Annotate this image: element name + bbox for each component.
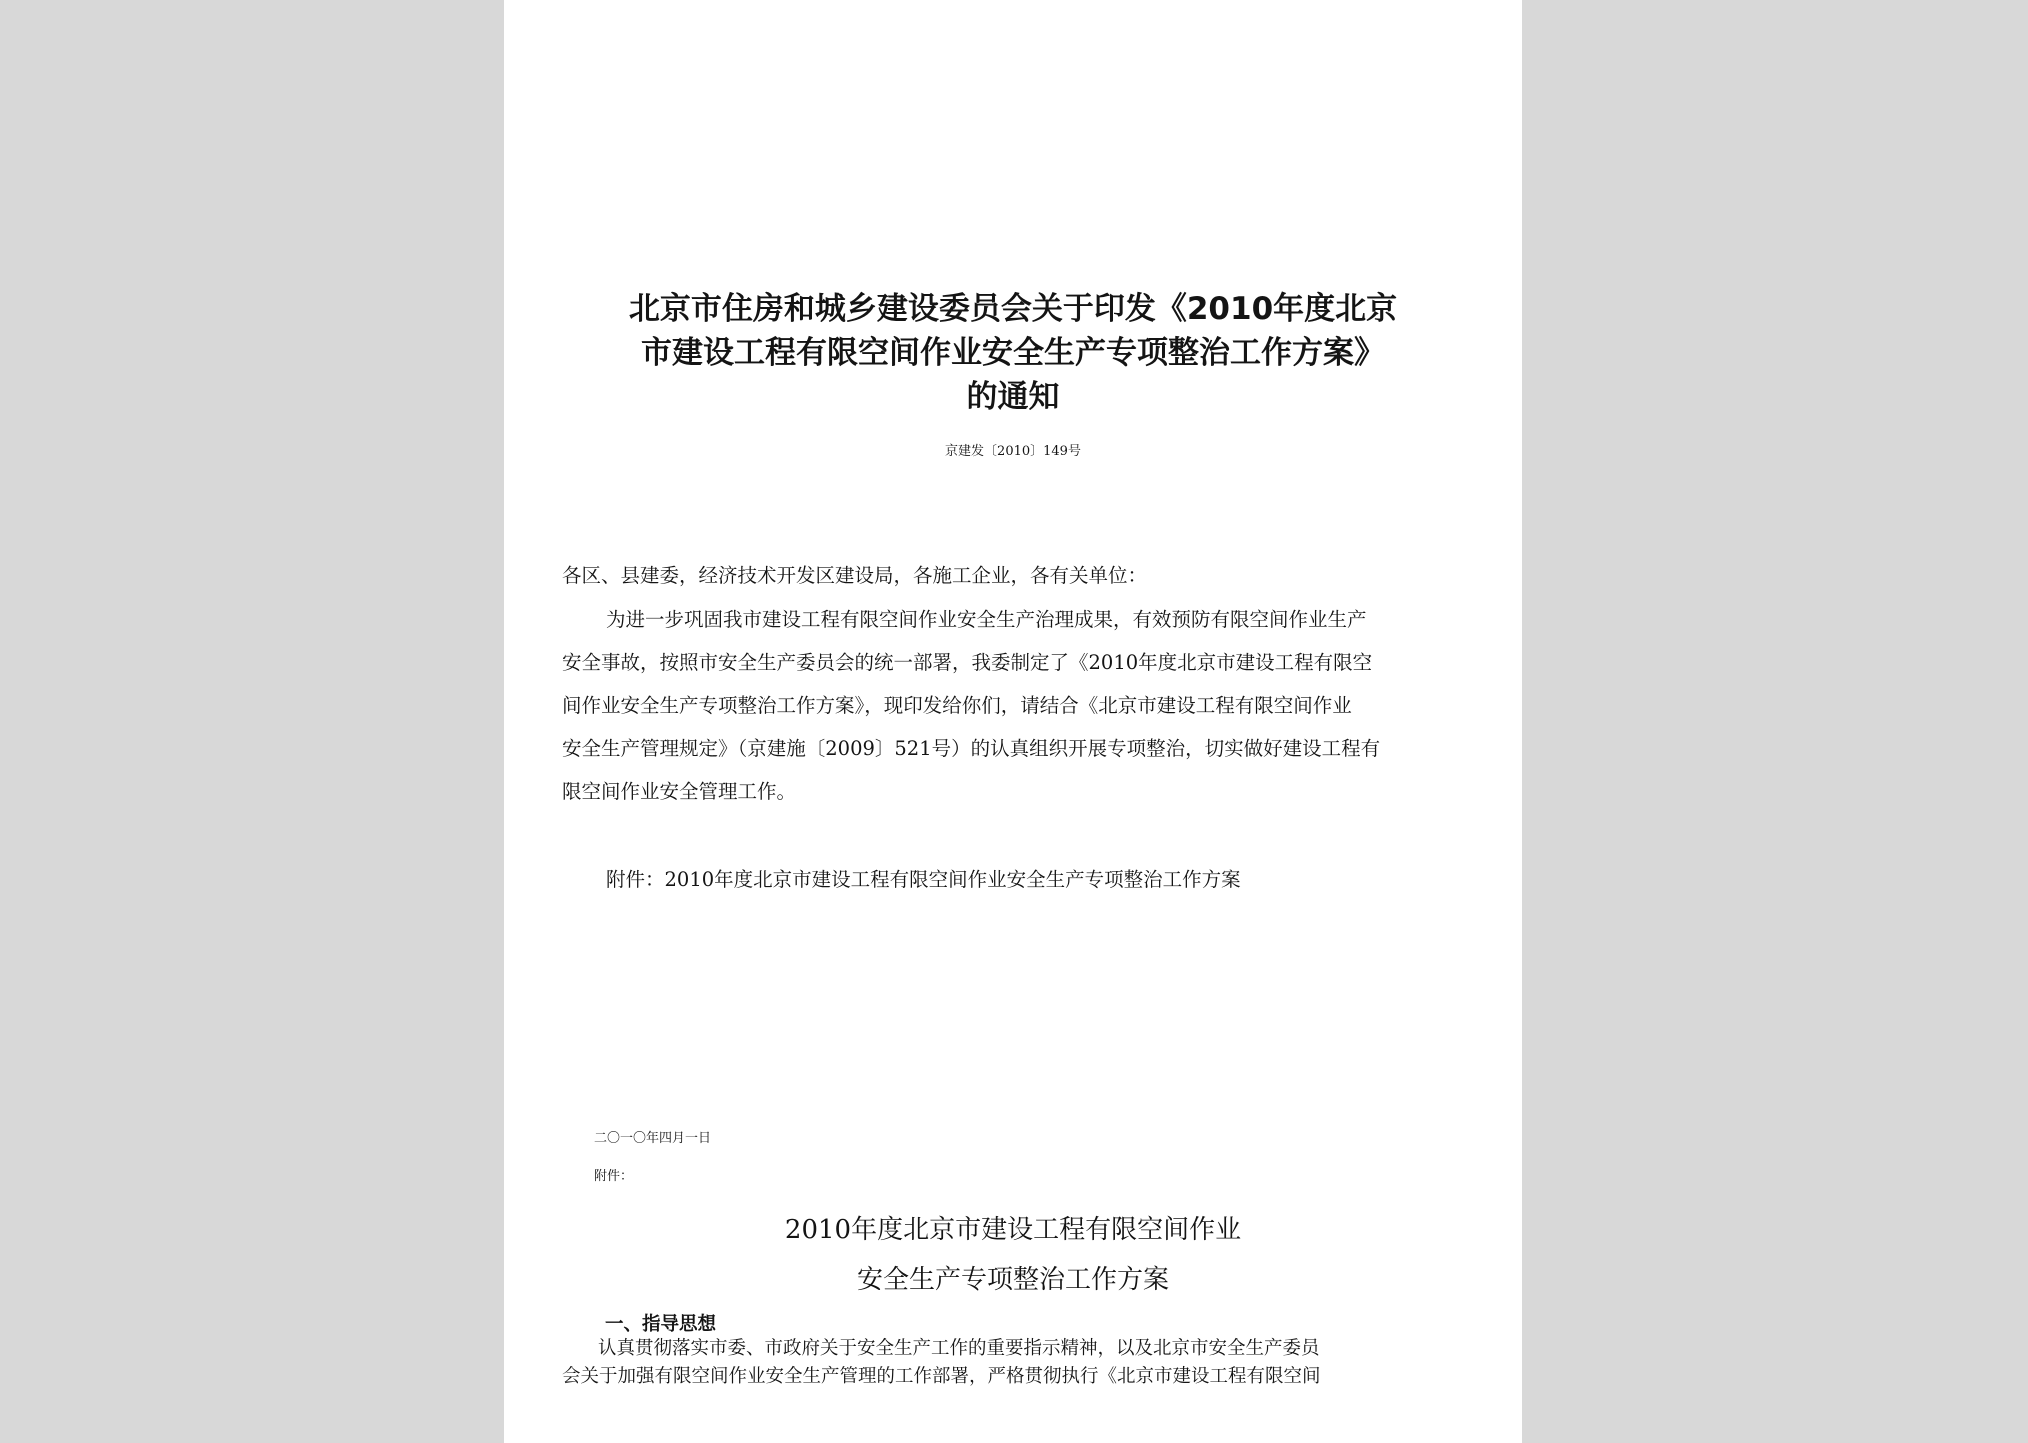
salutation: 各区、县建委，经济技术开发区建设局，各施工企业，各有关单位： [562,564,1148,587]
document-title [544,287,1482,419]
issue-date: 二〇一〇年四月一日 [594,1131,712,1146]
attachment-title-line: 安全生产专项整治工作方案 [856,1265,1169,1295]
attachment-title [504,1205,1522,1305]
title-line: 市建设工程有限空间作业安全生产专项整治工作方案》 [641,335,1385,371]
attachment-title-line: 2010年度北京市建设工程有限空间作业 [784,1215,1242,1245]
document-number: 京建发〔2010〕149号 [945,444,1081,459]
body-paragraph [562,607,1482,822]
title-line: 的通知 [966,379,1060,415]
paragraph-line: 安全生产管理规定》（京建施〔2009〕521号）的认真组织开展专项整治，切实做好建设工程有 [562,737,1381,760]
section-line: 会关于加强有限空间作业安全生产管理的工作部署，严格贯彻执行《北京市建设工程有限空间 [562,1366,1321,1387]
paragraph-line: 限空间作业安全管理工作。 [562,780,797,803]
section-heading: 一、指导思想 [605,1314,717,1335]
section-body [562,1335,1502,1391]
title-line: 北京市住房和城乡建设委员会关于印发《2010年度北京 [628,291,1398,327]
attachment-line: 附件：2010年度北京市建设工程有限空间作业安全生产专项整治工作方案 [606,868,1241,891]
paragraph-line: 安全事故，按照市安全生产委员会的统一部署，我委制定了《2010年度北京市建设工程有限空 [562,651,1373,674]
section-line: 认真贯彻落实市委、市政府关于安全生产工作的重要指示精神，以及北京市安全生产委员 [598,1338,1320,1359]
document-page [504,0,1522,1443]
paragraph-line: 为进一步巩固我市建设工程有限空间作业安全生产治理成果，有效预防有限空间作业生产 [606,608,1367,631]
paragraph-line: 间作业安全生产专项整治工作方案》，现印发给你们，请结合《北京市建设工程有限空间作业 [562,694,1352,717]
attachment-label: 附件： [594,1169,634,1184]
